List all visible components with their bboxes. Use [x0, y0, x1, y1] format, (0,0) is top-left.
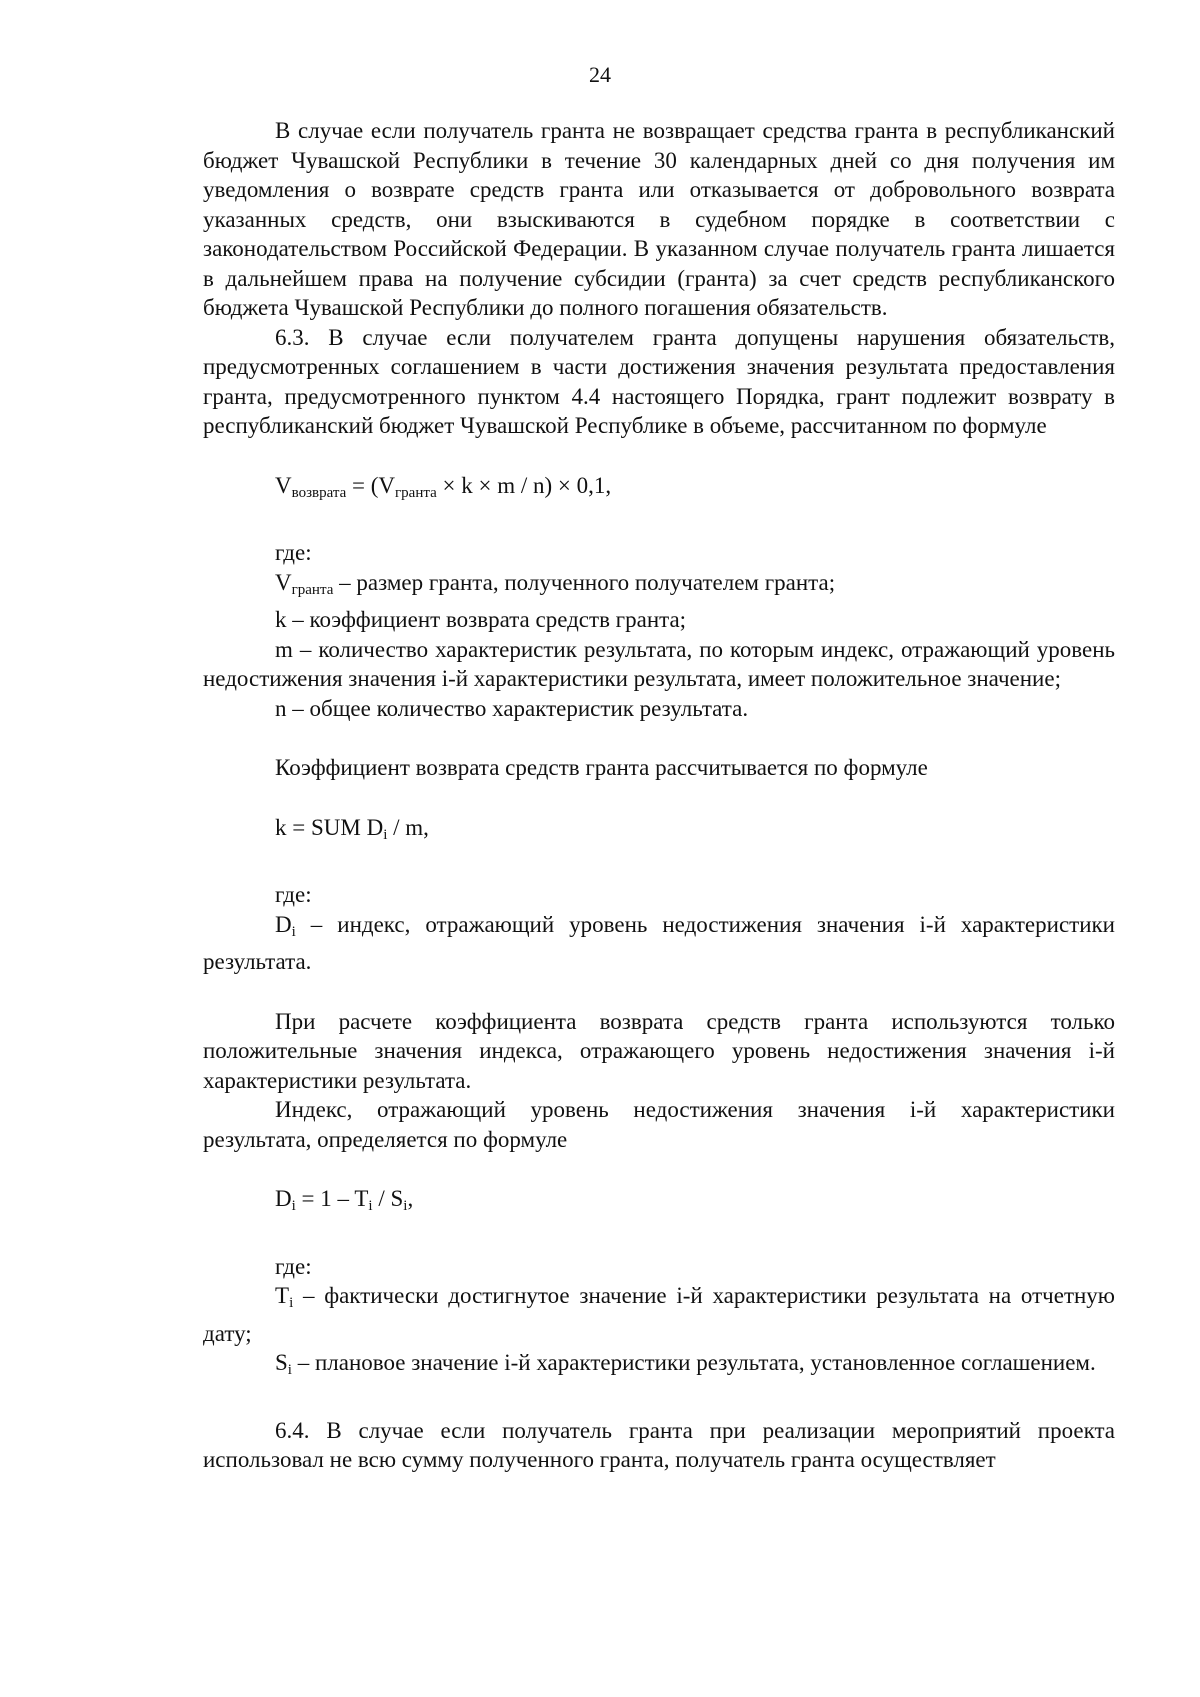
page-number: 24: [589, 62, 611, 87]
definition-s: $S_i$ – плановое значение i-й характеристики результата, установленное соглашением.: [275, 1350, 1096, 1378]
where-label: где:: [275, 540, 312, 565]
definition-m: m – количество характеристик результата, по которым индекс, отражающий уровень недостижения значения i-й характеристики результата, имеет положительное значение;: [203, 636, 1115, 691]
definition-n: n – общее количество характеристик результата.: [275, 695, 749, 721]
definition-d: $D_i$ – индекс, отражающий уровень недостижения значения i-й характеристики результата.: [203, 911, 1115, 974]
definition-k: k – коэффициент возврата средств гранта;: [275, 607, 687, 632]
definition-t: $T_i$ – фактически достигнутое значение i-й характеристики результата на отчетную дату;: [203, 1283, 1115, 1346]
where-label: где:: [275, 1253, 312, 1279]
paragraph-positive-values: При расчете коэффициента возврата средств гранта используются только положительные значения индекса, отражающего уровень недостижения значения i-й характеристики результата.: [203, 1008, 1115, 1093]
paragraph-index-formula-intro: Индекс, отражающий уровень недостижения значения i-й характеристики результата, определяется по формуле: [203, 1097, 1115, 1152]
where-label: где:: [275, 882, 312, 907]
definition-v-grant: $V_{гранта}$ – размер гранта, полученного получателем гранта;: [275, 569, 836, 598]
paragraph-6-3: 6.3. В случае если получателем гранта допущены нарушения обязательств, предусмотренных соглашением в части достижения значения результата предоставления гранта, предусмотренного пунктом 4.4 настоящего Порядка, грант подлежит возврату в республиканский бюджет Чувашской Республике в объеме, рассчитанном по формуле: [203, 324, 1115, 438]
formula-coefficient: k = SUM $D_i$ / m,: [275, 814, 429, 843]
paragraph-refund-enforcement: В случае если получатель гранта не возвращает средства гранта в республиканский бюджет Чувашской Республики в течение 30 календарных дней со дня получения им уведомления о возврате средств гранта или отказывается от добровольного возврата указанных средств, они взыскиваются в судебном порядке в соответствии с законодательством Российской Федерации. В указанном случае получатель гранта лишается в дальнейшем права на получение субсидии (гранта) за счет средств республиканского бюджета Чувашской Республики до полного погашения обязательств.: [203, 118, 1115, 320]
document-body: [203, 116, 1115, 1475]
paragraph-6-4: 6.4. В случае если получатель гранта при реализации мероприятий проекта использовал не всю сумму полученного гранта, получатель гранта осуществляет: [203, 1417, 1115, 1472]
formula-refund-volume: $V_{возврата} = (V_{гранта} \times k \times m / n) \times 0,1$,: [275, 472, 612, 501]
paragraph-coefficient-formula-intro: Коэффициент возврата средств гранта рассчитывается по формуле: [275, 755, 928, 780]
formula-index: $D_i = 1 - T_i / S_i$,: [275, 1186, 414, 1214]
